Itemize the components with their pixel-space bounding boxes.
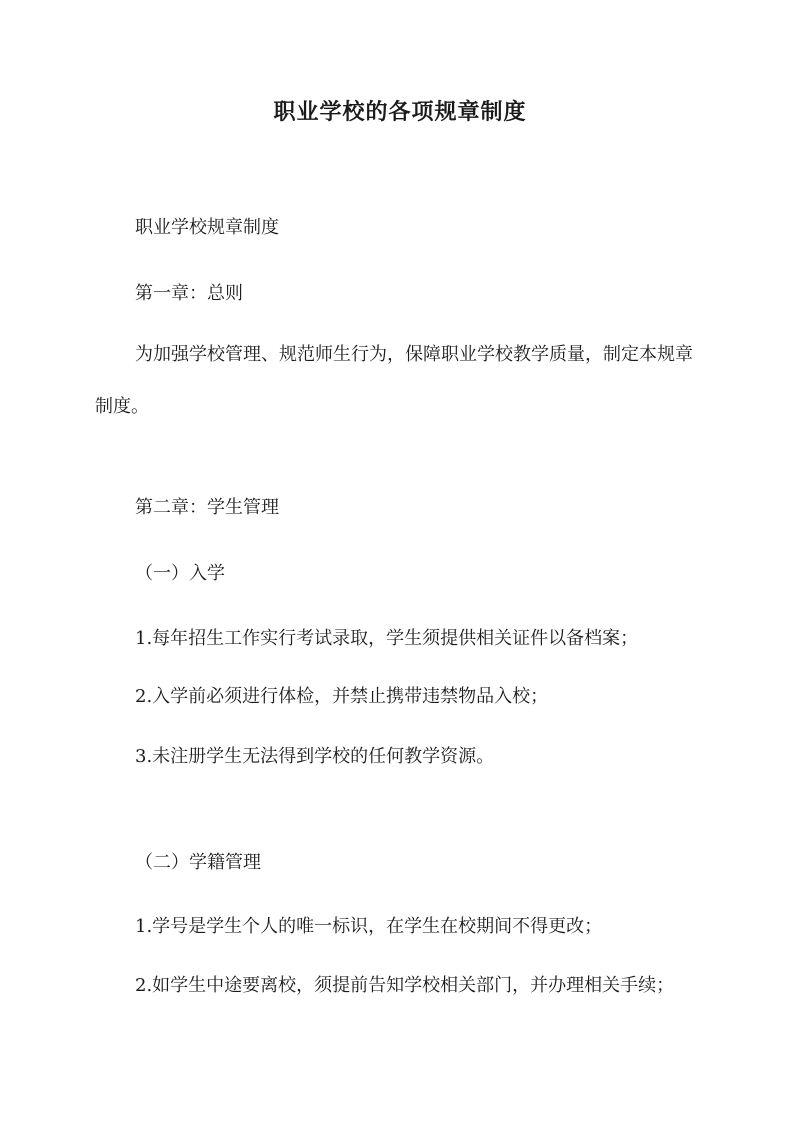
document-title: 职业学校的各项规章制度 [273, 99, 527, 125]
list-item: 1.每年招生工作实行考试录取，学生须提供相关证件以备档案； [135, 628, 639, 649]
paragraph-subtitle: 职业学校规章制度 [135, 217, 279, 238]
paragraph-purpose: 为加强学校管理、规范师生行为，保障职业学校教学质量，制定本规章制度。 [95, 344, 693, 417]
section-heading-registry: （二）学籍管理 [135, 852, 261, 873]
list-item: 2.如学生中途要离校，须提前告知学校相关部门，并办理相关手续； [135, 975, 675, 996]
section-heading-enrollment: （一）入学 [135, 563, 225, 584]
list-item: 3.未注册学生无法得到学校的任何教学资源。 [135, 746, 495, 767]
list-item: 2.入学前必须进行体检，并禁止携带违禁物品入校； [135, 686, 549, 707]
chapter-heading-1: 第一章：总则 [135, 283, 243, 304]
list-item: 1.学号是学生个人的唯一标识，在学生在校期间不得更改； [135, 916, 603, 937]
chapter-heading-2: 第二章：学生管理 [135, 497, 279, 518]
